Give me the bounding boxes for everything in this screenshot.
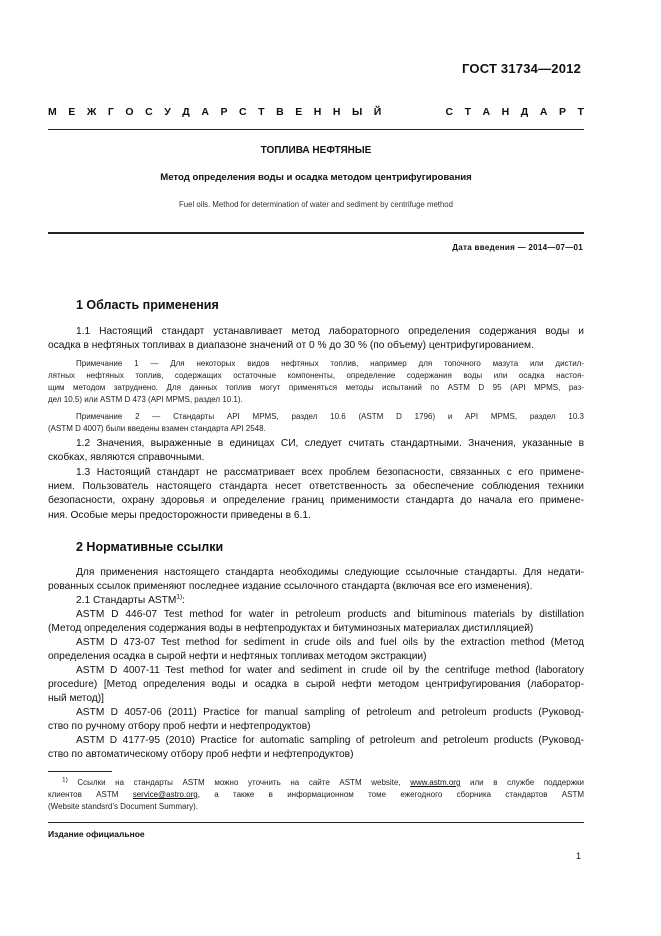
banner-letter: Е [295, 106, 303, 118]
banner-letter: Т [464, 106, 472, 118]
header-divider [48, 129, 584, 130]
banner-letter: Й [373, 106, 382, 118]
banner-letter: Р [220, 106, 228, 118]
document-title: ТОПЛИВА НЕФТЯНЫЕ [260, 145, 372, 156]
title-divider [48, 232, 584, 234]
banner-letter: В [276, 106, 284, 118]
banner-letter: М [48, 106, 57, 118]
paragraph-1-1: 1.1 Настоящий стандарт устанавливает метод лабораторного определения содержания воды и осадка в нефтяных топливах в диапазоне значений от 0 % до 30 % (по объему) центрифугированием. [48, 326, 584, 352]
banner-letter: Т [258, 106, 265, 118]
document-subtitle: Метод определения воды и осадка методом центрифугирования [160, 172, 472, 183]
banner-letter: Ы [351, 106, 363, 118]
banner-letter: А [201, 106, 209, 118]
footnote-separator [48, 771, 112, 772]
astm-website-link[interactable]: www.astm.org [410, 778, 461, 787]
note-2: Примечание 2 — Стандарты API MPMS, раздел 10.6 (ASTM D 1796) и API MPMS, раздел 10.3 (ASTM D 4007) были введены взамен стандарта API 2548. [48, 412, 584, 433]
banner-letter: О [125, 106, 134, 118]
banner-letter: Д [182, 106, 190, 118]
paragraph-1-3: 1.3 Настоящий стандарт не рассматривает всех проблем безопасности, связанных с его примене- нием. Пользователь настоящего стандарта несет ответственность за обеспечение соблюдения техники безопасности, охрану здоровья и определение границ применимости стандарта до начала его примене- ния. Особые меры предосторожности приведены в 6.1. [48, 467, 584, 521]
banner-letter: Н [313, 106, 322, 118]
banner-letter: С [238, 106, 247, 118]
paragraph-1-2: 1.2 Значения, выраженные в единицах СИ, следует считать стандартными. Значения, указанные в скобках, являются справочными. [48, 438, 584, 464]
english-title: Fuel oils. Method for determination of water and sediment by centrifuge method [179, 200, 453, 209]
banner-letter: Т [577, 106, 584, 118]
section-1-heading: 1 Область применения [76, 298, 219, 312]
banner-letter: А [539, 106, 548, 118]
paragraph-2-1: 2.1 Стандарты ASTM$^{1)}$: [76, 593, 185, 606]
introduction-date: Дата введения — 2014—07—01 [452, 243, 583, 252]
document-code: ГОСТ 31734—2012 [462, 61, 581, 76]
banner-letter: Е [68, 106, 76, 118]
paragraph-2-intro: Для применения настоящего стандарта необходимы следующие ссылочные стандарты. Для недати- рованных ссылок применяют последнее издание ссылочного стандарта (включая все его изменения). [48, 567, 584, 593]
banner-letter: Н [332, 106, 341, 118]
banner-letter [393, 106, 399, 118]
banner-letter: С [445, 106, 454, 118]
reference-astm-d4007: ASTM D 4007-11 Test method for water and sediment in crude oil by the centrifuge method (laboratory procedure) [Метод определения воды и осадка в сырой нефти методом центрифугирования (лаборатор- ный метод)] [48, 665, 584, 705]
astm-standards-label: 2.1 Стандарты ASTM [76, 595, 177, 606]
page-number: 1 [575, 851, 581, 861]
footnote: $^{1)}$ Ссылки на стандарты ASTM можно уточнить на сайте ASTM website, www.astm.org или в службе поддержки клиентов ASTM service@astro.org, а также в информационном томе ежегодного сборника стандартов ASTM (Website standsrd’s Document Summary). [48, 776, 585, 811]
banner-letter [410, 106, 416, 118]
reference-astm-d446: ASTM D 446-07 Test method for water in petroleum products and bituminous materials by distillation (Метод определения содержания воды в нефтепродуктах и битуминозных материалах дистилляцией) [48, 609, 584, 635]
reference-astm-d4177: ASTM D 4177-95 (2010) Practice for automatic sampling of petroleum and petroleum products (Руковод- ство по автоматическому отбору проб нефти и нефтепродуктов) [48, 735, 584, 761]
astm-email-link[interactable]: service@astro.org [132, 790, 198, 799]
note-1: Примечание 1 — Для некоторых видов нефтяных топлив, например для топочного мазута или дистил- лятных нефтяных топлив, содержащих остаточные компоненты, определение содержания воды или осадка настоя- щим методом затруднено. Для данных топлив могут применяться методы испытаний по ASTM D 95 (API MPMS, раз- дел 10.5) или ASTM D 473 (API MPMS, раздел 10.1). [48, 359, 584, 404]
footnote-ref: 1) [176, 593, 183, 601]
banner-letter: Р [558, 106, 566, 118]
banner-letter: У [164, 106, 171, 118]
reference-astm-d4057: ASTM D 4057-06 (2011) Practice for manual sampling of petroleum and petroleum products (Руковод- ство по ручному отбору проб нефти и нефтепродуктов) [48, 707, 584, 733]
banner-letter [428, 106, 434, 118]
official-edition-label: Издание официальное [48, 829, 145, 839]
banner-letter: С [145, 106, 153, 118]
interstate-standard-banner [48, 106, 584, 118]
banner-letter: Ж [86, 106, 97, 118]
banner-letter: А [482, 106, 491, 118]
banner-letter: Г [107, 106, 114, 118]
reference-astm-d473: ASTM D 473-07 Test method for sediment in crude oils and fuel oils by the extraction method (Метод определения осадка в сырой нефти и нефтяных топливах методом экстракции) [48, 637, 584, 663]
banner-letter: Д [520, 106, 529, 118]
section-2-heading: 2 Нормативные ссылки [76, 540, 224, 554]
footer-divider [48, 822, 584, 823]
banner-letter: Н [501, 106, 510, 118]
